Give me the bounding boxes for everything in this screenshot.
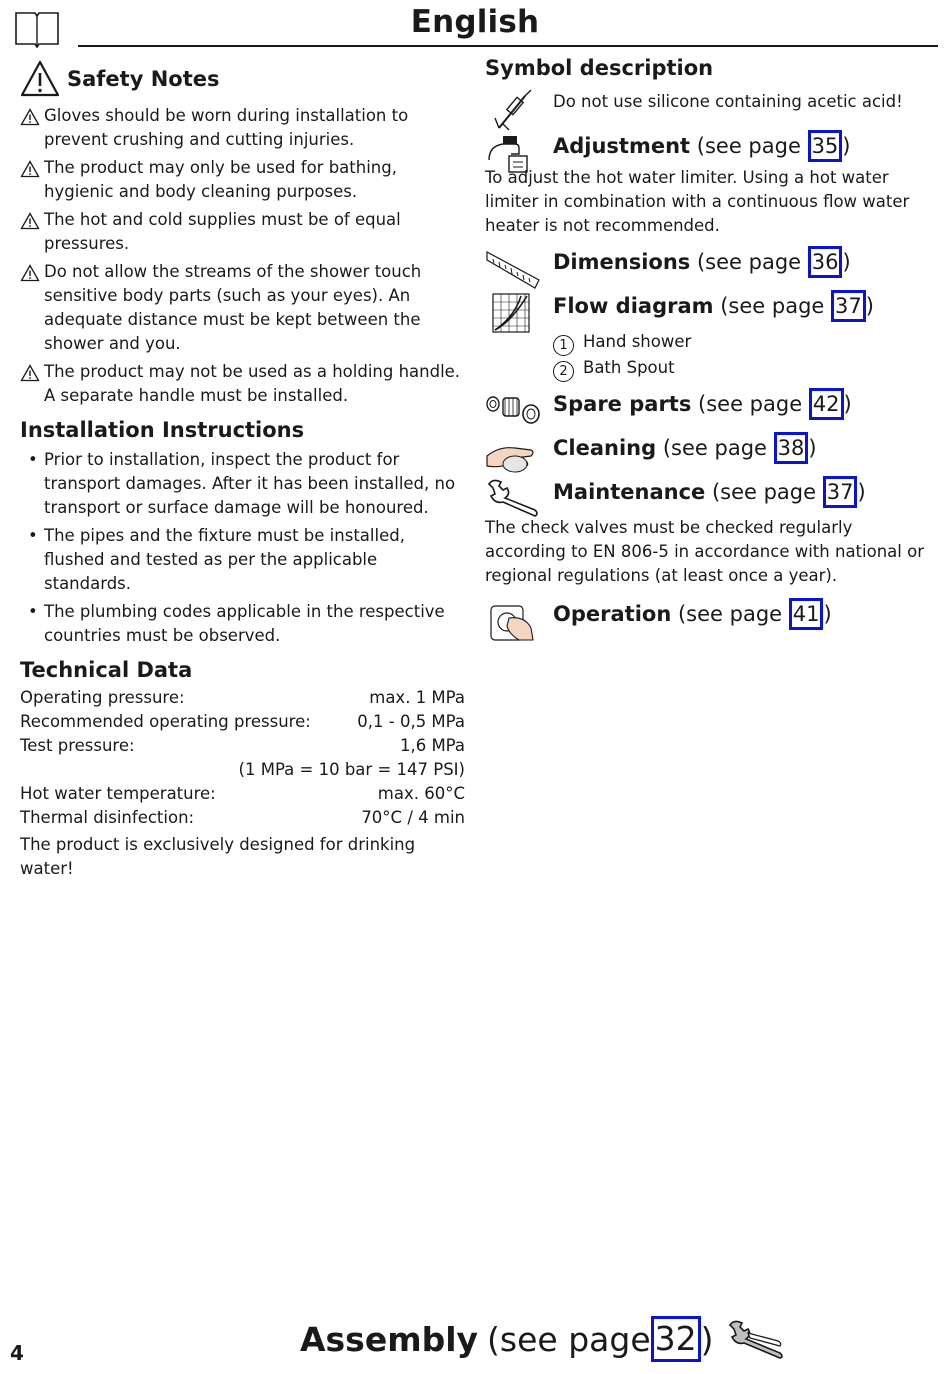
close-paren: ) [842, 134, 851, 158]
technical-label: Recommended operating pressure: [20, 712, 311, 731]
spare-parts-icon [485, 388, 541, 432]
maintenance-row [485, 476, 925, 512]
close-paren: ) [857, 480, 866, 504]
flow-row [485, 290, 925, 382]
assembly-title: Assembly [300, 1319, 479, 1359]
symbols-title: Symbol description [485, 56, 714, 80]
technical-row [20, 686, 465, 710]
technical-row [20, 806, 465, 830]
technical-value: (1 MPa = 10 bar = 147 PSI) [238, 760, 465, 779]
technical-row [20, 782, 465, 806]
silicone-row [485, 90, 925, 124]
safety-text: The product may only be used for bathing, hygienic and body cleaning purposes. [44, 158, 397, 201]
see-page-label: (see page [698, 392, 809, 416]
bullet-icon: • [28, 602, 38, 621]
flow-page-link[interactable]: 37 [831, 290, 866, 322]
safety-text: Gloves should be worn during installation to prevent crushing and cutting injuries. [44, 106, 409, 149]
technical-value: 70°C / 4 min [361, 808, 465, 827]
see-page-label: (see page [662, 436, 774, 460]
operation-hand-icon [485, 600, 541, 644]
warning-icon [20, 212, 40, 230]
dimensions-page-link[interactable]: 36 [808, 246, 843, 278]
adjustment-text: To adjust the hot water limiter. Using a hot water limiter in combination with a continuous flow water heater is not recommended. [485, 168, 910, 235]
installation-text: Prior to installation, inspect the product for transport damages. After it has been installed, no transport or surface damage will be honoured. [44, 450, 456, 517]
flow-legend-item [553, 356, 925, 382]
tools-icon [728, 1319, 786, 1359]
see-page-label: (see page [696, 134, 808, 158]
safety-list [20, 104, 465, 408]
adjustment-row [485, 130, 925, 162]
see-page-label: (see page [487, 1319, 651, 1359]
wrench-icon [485, 476, 541, 520]
installation-text: The pipes and the fixture must be installed, flushed and tested as per the applicable standards. [44, 526, 405, 593]
technical-row [20, 734, 465, 758]
installation-item [20, 448, 465, 520]
warning-icon [20, 160, 40, 178]
see-page-label: (see page [696, 250, 808, 274]
safety-title: Safety Notes [67, 67, 220, 91]
flow-title: Flow diagram [553, 294, 714, 318]
adjustment-heading [553, 130, 925, 162]
safety-item [20, 208, 465, 256]
adjustment-title: Adjustment [553, 134, 691, 158]
page-title: English [410, 4, 540, 40]
dimensions-row [485, 246, 925, 284]
maintenance-title: Maintenance [553, 480, 706, 504]
technical-value: max. 60°C [377, 784, 465, 803]
silicone-gun-icon [485, 88, 541, 132]
technical-value: max. 1 MPa [369, 688, 465, 707]
operation-row [485, 598, 925, 638]
cleaning-page-link[interactable]: 38 [774, 432, 809, 464]
see-page-label: (see page [711, 480, 823, 504]
safety-text: The hot and cold supplies must be of equal pressures. [44, 210, 401, 253]
close-paren: ) [823, 602, 832, 626]
bullet-icon: • [28, 526, 38, 545]
technical-table [20, 686, 465, 830]
safety-item [20, 156, 465, 204]
close-paren: ) [808, 436, 817, 460]
technical-label: Thermal disinfection: [20, 808, 195, 827]
flow-legend [553, 330, 925, 382]
operation-title: Operation [553, 602, 672, 626]
spare-row [485, 388, 925, 428]
assembly-reference [300, 1316, 786, 1362]
see-page-label: (see page [720, 294, 831, 318]
adjustment-icon [485, 132, 541, 176]
operation-heading [553, 598, 925, 630]
cleaning-hand-icon [485, 434, 541, 478]
flow-heading [553, 290, 925, 322]
technical-value: 0,1 - 0,5 MPa [357, 712, 465, 731]
flow-legend-item [553, 330, 925, 356]
warning-icon [20, 108, 40, 126]
spare-heading [553, 388, 925, 420]
right-column [485, 56, 925, 638]
flow-chart-icon [485, 292, 541, 336]
silicone-text: Do not use silicone containing acetic acid! [553, 92, 903, 111]
close-paren: ) [843, 392, 852, 416]
circled-number: 1 [553, 335, 574, 356]
maintenance-page-link[interactable]: 37 [823, 476, 858, 508]
header-rule [78, 45, 938, 47]
cleaning-heading [553, 432, 925, 464]
circled-number: 2 [553, 361, 574, 382]
close-paren: ) [865, 294, 874, 318]
close-paren: ) [700, 1319, 714, 1359]
technical-label: Hot water temperature: [20, 784, 216, 803]
flow-legend-label: Hand shower [583, 332, 692, 351]
safety-text: Do not allow the streams of the shower touch sensitive body parts (such as your eyes). An adequate distance must be kept between the shower and you. [44, 262, 422, 353]
flow-legend-label: Bath Spout [583, 358, 675, 377]
safety-heading [20, 60, 465, 98]
technical-title: Technical Data [20, 658, 193, 682]
page-number: 4 [10, 1341, 24, 1365]
assembly-page-link[interactable]: 32 [651, 1316, 701, 1362]
warning-icon [20, 60, 60, 98]
left-column [20, 58, 465, 881]
safety-item [20, 360, 465, 408]
operation-page-link[interactable]: 41 [789, 598, 824, 630]
warning-icon [20, 364, 40, 382]
close-paren: ) [842, 250, 851, 274]
technical-value: 1,6 MPa [399, 736, 465, 755]
cleaning-row [485, 432, 925, 472]
safety-text: The product may not be used as a holding handle. A separate handle must be installed. [44, 362, 461, 405]
installation-list [20, 448, 465, 648]
safety-item [20, 260, 465, 356]
warning-icon [20, 264, 40, 282]
technical-label: Test pressure: [20, 736, 135, 755]
installation-title: Installation Instructions [20, 418, 305, 442]
installation-item [20, 524, 465, 596]
dimensions-heading [553, 246, 925, 278]
installation-item [20, 600, 465, 648]
technical-row [20, 758, 465, 782]
adjustment-page-link[interactable]: 35 [808, 130, 843, 162]
cleaning-title: Cleaning [553, 436, 657, 460]
technical-note: The product is exclusively designed for drinking water! [20, 835, 416, 878]
spare-title: Spare parts [553, 392, 692, 416]
safety-item [20, 104, 465, 152]
ruler-icon [485, 248, 541, 292]
installation-text: The plumbing codes applicable in the respective countries must be observed. [44, 602, 445, 645]
technical-row [20, 710, 465, 734]
see-page-label: (see page [677, 602, 789, 626]
spare-page-link[interactable]: 42 [809, 388, 844, 420]
maintenance-text: The check valves must be checked regularly according to EN 806-5 in accordance with national or regional regulations (at least once a year). [485, 518, 924, 585]
technical-label: Operating pressure: [20, 688, 185, 707]
bullet-icon: • [28, 450, 38, 469]
maintenance-heading [553, 476, 925, 508]
dimensions-title: Dimensions [553, 250, 691, 274]
